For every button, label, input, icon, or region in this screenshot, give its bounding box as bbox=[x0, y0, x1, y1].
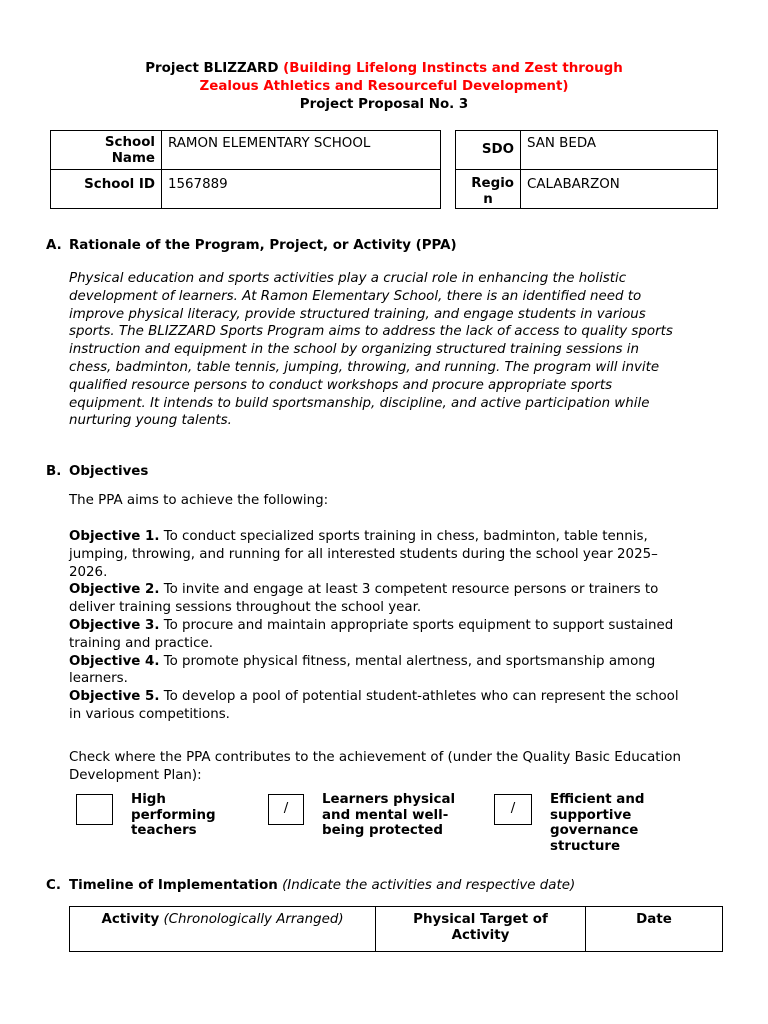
objective-item bbox=[69, 581, 729, 617]
timeline-col-target bbox=[376, 907, 586, 952]
sdo-value: SAN BEDA bbox=[521, 131, 718, 170]
check-label-line: teachers bbox=[131, 823, 197, 838]
rationale-paragraph bbox=[69, 270, 729, 430]
section-b-title: Objectives bbox=[69, 464, 149, 479]
school-name-row bbox=[51, 131, 441, 170]
rationale-line: equipment. It intends to build sportsmanship, discipline, and active participation while bbox=[69, 395, 650, 411]
school-info-table bbox=[50, 130, 441, 209]
label-governance-structure bbox=[550, 792, 644, 854]
school-name-label-1: School bbox=[104, 135, 155, 150]
objective-item bbox=[69, 688, 729, 724]
project-acronym-line2: Zealous Athletics and Resourceful Development) bbox=[199, 79, 569, 94]
check-label-line: Learners physical bbox=[322, 792, 456, 807]
timeline-col-activity bbox=[70, 907, 376, 952]
section-c-heading bbox=[46, 877, 575, 895]
objective-text: 2026. bbox=[69, 564, 108, 580]
label-high-performing-teachers bbox=[131, 792, 216, 839]
objective-item bbox=[69, 528, 729, 581]
section-c-letter: C. bbox=[46, 878, 61, 893]
objectives-intro: The PPA aims to achieve the following: bbox=[69, 493, 329, 508]
objective-text: To procure and maintain appropriate sports equipment to support sustained bbox=[159, 617, 674, 633]
rationale-line: chess, badminton, table tennis, jumping, throwing, and running. The program will invite bbox=[69, 359, 660, 375]
rationale-line: improve physical literacy, provide structured training, and engage students in various bbox=[69, 306, 646, 322]
region-row bbox=[456, 170, 718, 209]
section-c-note: (Indicate the activities and respective date) bbox=[277, 878, 576, 893]
objective-label: Objective 3. bbox=[69, 617, 160, 633]
target-header-line: Physical Target of bbox=[413, 912, 548, 927]
sdo-region-table bbox=[455, 130, 718, 209]
objective-text: To invite and engage at least 3 competent resource persons or trainers to bbox=[159, 582, 659, 598]
objective-label: Objective 1. bbox=[69, 529, 160, 544]
project-acronym-line1: (Building Lifelong Instincts and Zest through bbox=[283, 61, 623, 76]
objective-label: Objective 2. bbox=[69, 582, 160, 598]
objective-text: learners. bbox=[69, 671, 128, 687]
rationale-line: qualified resource persons to conduct workshops and procure appropriate sports bbox=[69, 377, 613, 393]
rationale-line: Physical education and sports activities play a crucial role in enhancing the holistic bbox=[69, 271, 627, 286]
rationale-line: sports. The BLIZZARD Sports Program aims to address the lack of access to quality sports bbox=[69, 324, 673, 340]
objective-label: Objective 4. bbox=[69, 653, 160, 669]
region-label-2: n bbox=[483, 191, 493, 207]
objective-text: in various competitions. bbox=[69, 706, 230, 722]
section-a-title: Rationale of the Program, Project, or Activity (PPA) bbox=[69, 238, 457, 253]
section-c-title: Timeline of Implementation bbox=[69, 878, 278, 893]
timeline-col-date: Date bbox=[586, 907, 723, 952]
objective-label: Objective 5. bbox=[69, 689, 160, 705]
activity-header-note: (Chronologically Arranged) bbox=[159, 912, 344, 927]
proposal-number: Project Proposal No. 3 bbox=[299, 97, 469, 112]
rationale-line: instruction and equipment in the school by organizing structured training sessions in bbox=[69, 342, 639, 358]
region-label-1: Regio bbox=[471, 176, 514, 191]
section-b-letter: B. bbox=[46, 464, 62, 479]
objective-text: deliver training sessions throughout the school year. bbox=[69, 600, 422, 616]
rationale-line: development of learners. At Ramon Elementary School, there is an identified need to bbox=[69, 288, 642, 304]
target-header-line: Activity bbox=[451, 927, 510, 943]
checkbox-governance-structure[interactable]: / bbox=[494, 794, 532, 825]
school-id-row bbox=[51, 170, 441, 209]
objective-text: To develop a pool of potential student-athletes who can represent the school bbox=[159, 689, 679, 705]
check-instruction-line: Development Plan): bbox=[69, 767, 202, 783]
check-label-line: and mental well- bbox=[322, 807, 449, 823]
section-b-heading bbox=[46, 463, 148, 481]
school-name-value: RAMON ELEMENTARY SCHOOL bbox=[162, 131, 441, 170]
school-id-label: School ID bbox=[51, 170, 162, 209]
region-value: CALABARZON bbox=[521, 170, 718, 209]
checkbox-high-performing-teachers[interactable] bbox=[76, 794, 113, 825]
school-id-value: 1567889 bbox=[162, 170, 441, 209]
timeline-table bbox=[69, 906, 723, 952]
objective-text: To conduct specialized sports training in chess, badminton, table tennis, bbox=[159, 529, 648, 544]
objective-text: training and practice. bbox=[69, 635, 213, 651]
timeline-header-row bbox=[70, 907, 723, 952]
objectives-list bbox=[69, 528, 729, 724]
section-a-heading bbox=[46, 237, 457, 255]
qbed-check-instruction bbox=[69, 749, 729, 785]
objective-text: jumping, throwing, and running for all interested students during the school year 2025– bbox=[69, 546, 658, 562]
check-label-line: structure bbox=[550, 838, 621, 854]
school-name-label bbox=[51, 131, 162, 170]
region-label bbox=[456, 170, 521, 209]
objective-text: To promote physical fitness, mental alertness, and sportsmanship among bbox=[159, 653, 656, 669]
checkbox-learners-wellbeing[interactable]: / bbox=[268, 794, 304, 825]
project-name: Project BLIZZARD bbox=[145, 61, 279, 76]
check-label-line: Efficient and bbox=[550, 792, 645, 807]
label-learners-wellbeing bbox=[322, 792, 455, 839]
check-label-line: performing bbox=[131, 807, 216, 823]
check-label-line: High bbox=[131, 792, 166, 807]
check-label-line: supportive bbox=[550, 807, 632, 823]
activity-header-label: Activity bbox=[101, 912, 160, 927]
section-a-letter: A. bbox=[46, 238, 62, 253]
objective-item bbox=[69, 617, 729, 653]
check-instruction-line: Check where the PPA contributes to the achievement of (under the Quality Basic Education bbox=[69, 750, 681, 765]
check-label-line: being protected bbox=[322, 823, 443, 838]
school-name-label-2: Name bbox=[111, 150, 155, 166]
check-label-line: governance bbox=[550, 823, 639, 838]
project-title-line bbox=[0, 60, 768, 78]
sdo-label: SDO bbox=[456, 131, 521, 170]
sdo-row bbox=[456, 131, 718, 170]
objective-item bbox=[69, 653, 729, 689]
rationale-line: nurturing young talents. bbox=[69, 413, 232, 429]
